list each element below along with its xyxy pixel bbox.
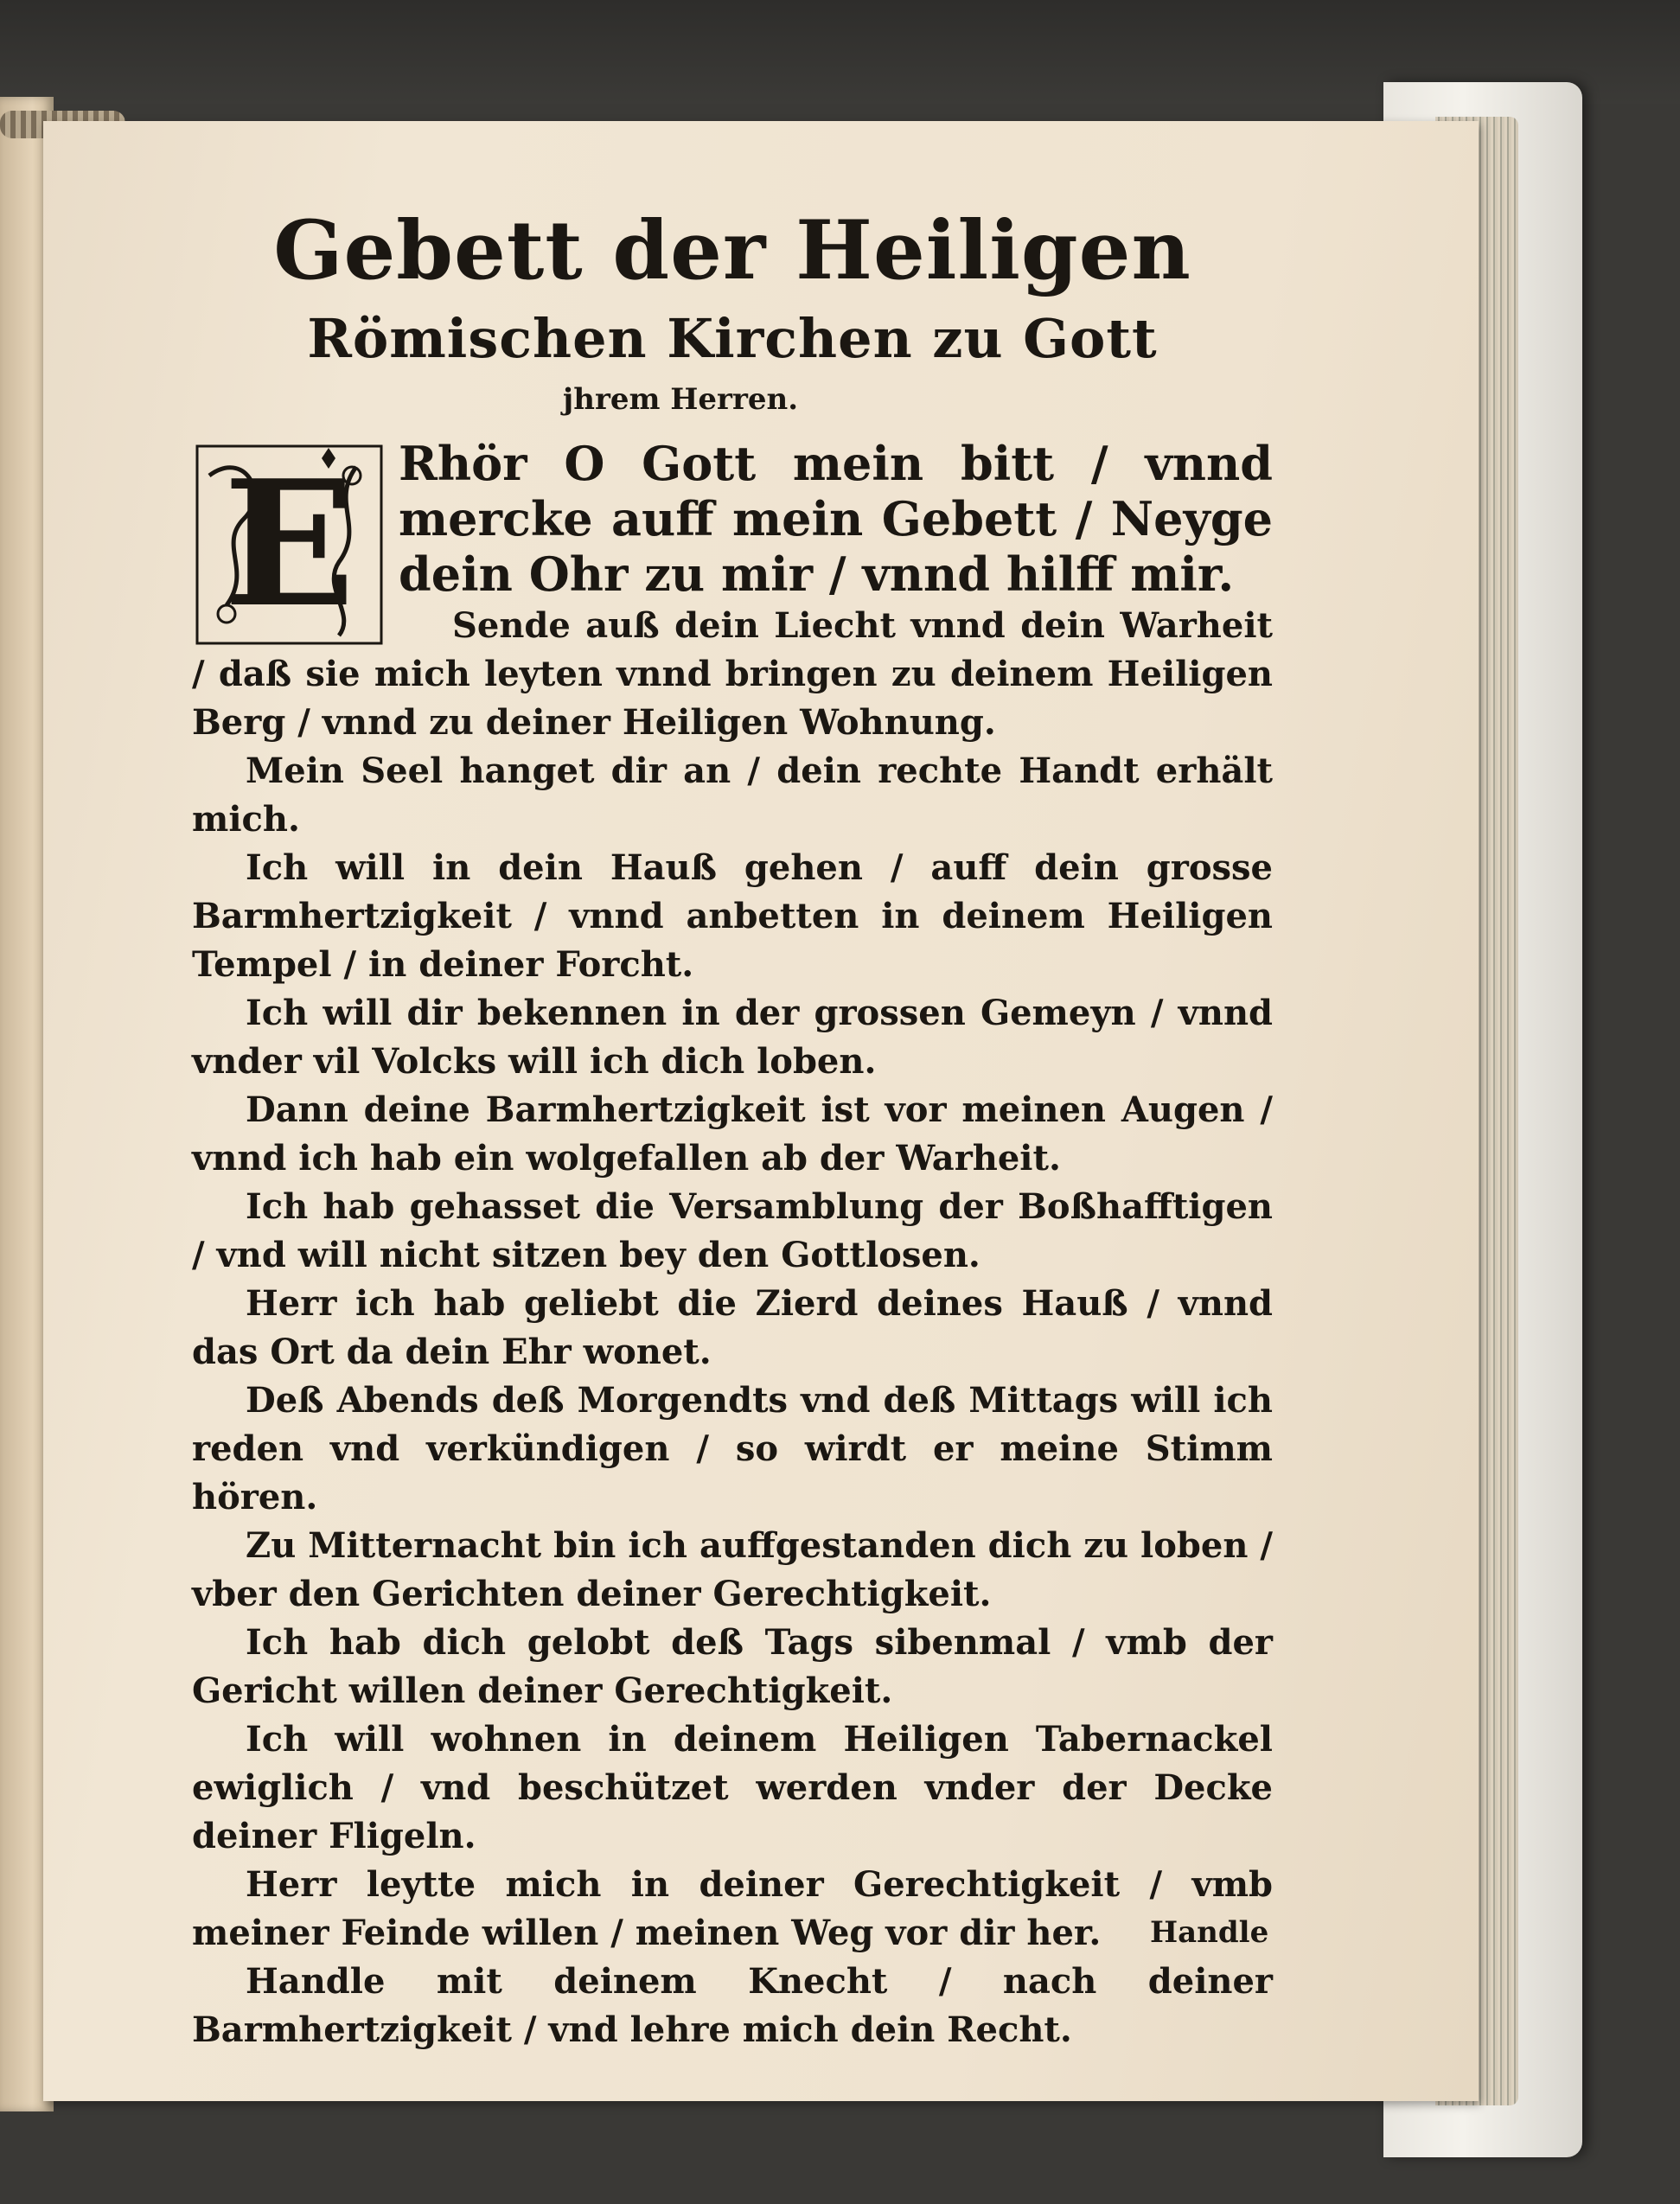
verse-4: Ich will in dein Hauß gehen / auff dein grosse Barmhertzigkeit / vnnd anbetten in deinem Heiligen Tempel / in deiner Forcht. — [192, 847, 1273, 985]
page-subtitle-line-2: jhrem Herren. — [562, 382, 799, 417]
catchword: Handle — [1150, 1915, 1269, 1950]
verse-2: Sende auß dein Liecht vnnd dein Warheit / daß sie mich leyten vnnd bringen zu deinem Heiligen Berg / vnnd zu deiner Heiligen Wohnung. — [192, 605, 1273, 743]
verse-10: Zu Mitternacht bin ich auffgestanden dich zu loben / vber den Gerichten deiner Gerechtigkeit. — [192, 1525, 1273, 1614]
verse-11: Ich hab dich gelobt deß Tags sibenmal / vmb der Gericht willen deiner Gerechtigkeit. — [192, 1622, 1273, 1711]
initial-letter: E — [223, 443, 355, 646]
decorated-initial — [192, 441, 386, 648]
verse-6: Dann deine Barmhertzigkeit ist vor meinen Augen / vnnd ich hab ein wolgefallen ab der Warheit. — [192, 1089, 1273, 1179]
first-verse-block — [192, 436, 1273, 646]
page-subtitle: Römischen Kirchen zu Gott — [307, 307, 1158, 370]
verse-1: Rhör O Gott mein bitt / vnnd mercke auff mein Gebett / Neyge dein Ohr zu mir / vnnd hilff mir. — [399, 436, 1273, 602]
verse-3: Mein Seel hanget dir an / dein rechte Handt erhält mich. — [192, 751, 1273, 840]
page-title: Gebett der Heiligen — [273, 203, 1191, 298]
verse-12: Ich will wohnen in deinem Heiligen Tabernackel ewiglich / vnd beschützet werden vnder der Decke deiner Fligeln. — [192, 1719, 1273, 1856]
verse-13: Herr leytte mich in deiner Gerechtigkeit / vmb meiner Feinde willen / meinen Weg vor dir her. — [192, 1864, 1273, 1953]
page-text — [192, 199, 1273, 2054]
verse-5: Ich will dir bekennen in der grossen Gemeyn / vnnd vnder vil Volcks will ich dich loben. — [192, 993, 1273, 1082]
verse-8: Herr ich hab geliebt die Zierd deines Hauß / vnnd das Ort da dein Ehr wonet. — [192, 1283, 1273, 1372]
verse-9: Deß Abends deß Morgendts vnd deß Mittags will ich reden vnd verkündigen / so wirdt er meine Stimm hören. — [192, 1380, 1273, 1517]
verse-14: Handle mit deinem Knecht / nach deiner Barmhertzigkeit / vnd lehre mich dein Recht. — [192, 1961, 1273, 2050]
verse-7: Ich hab gehasset die Versamblung der Boßhafftigen / vnd will nicht sitzen bey den Gottlosen. — [192, 1186, 1273, 1275]
